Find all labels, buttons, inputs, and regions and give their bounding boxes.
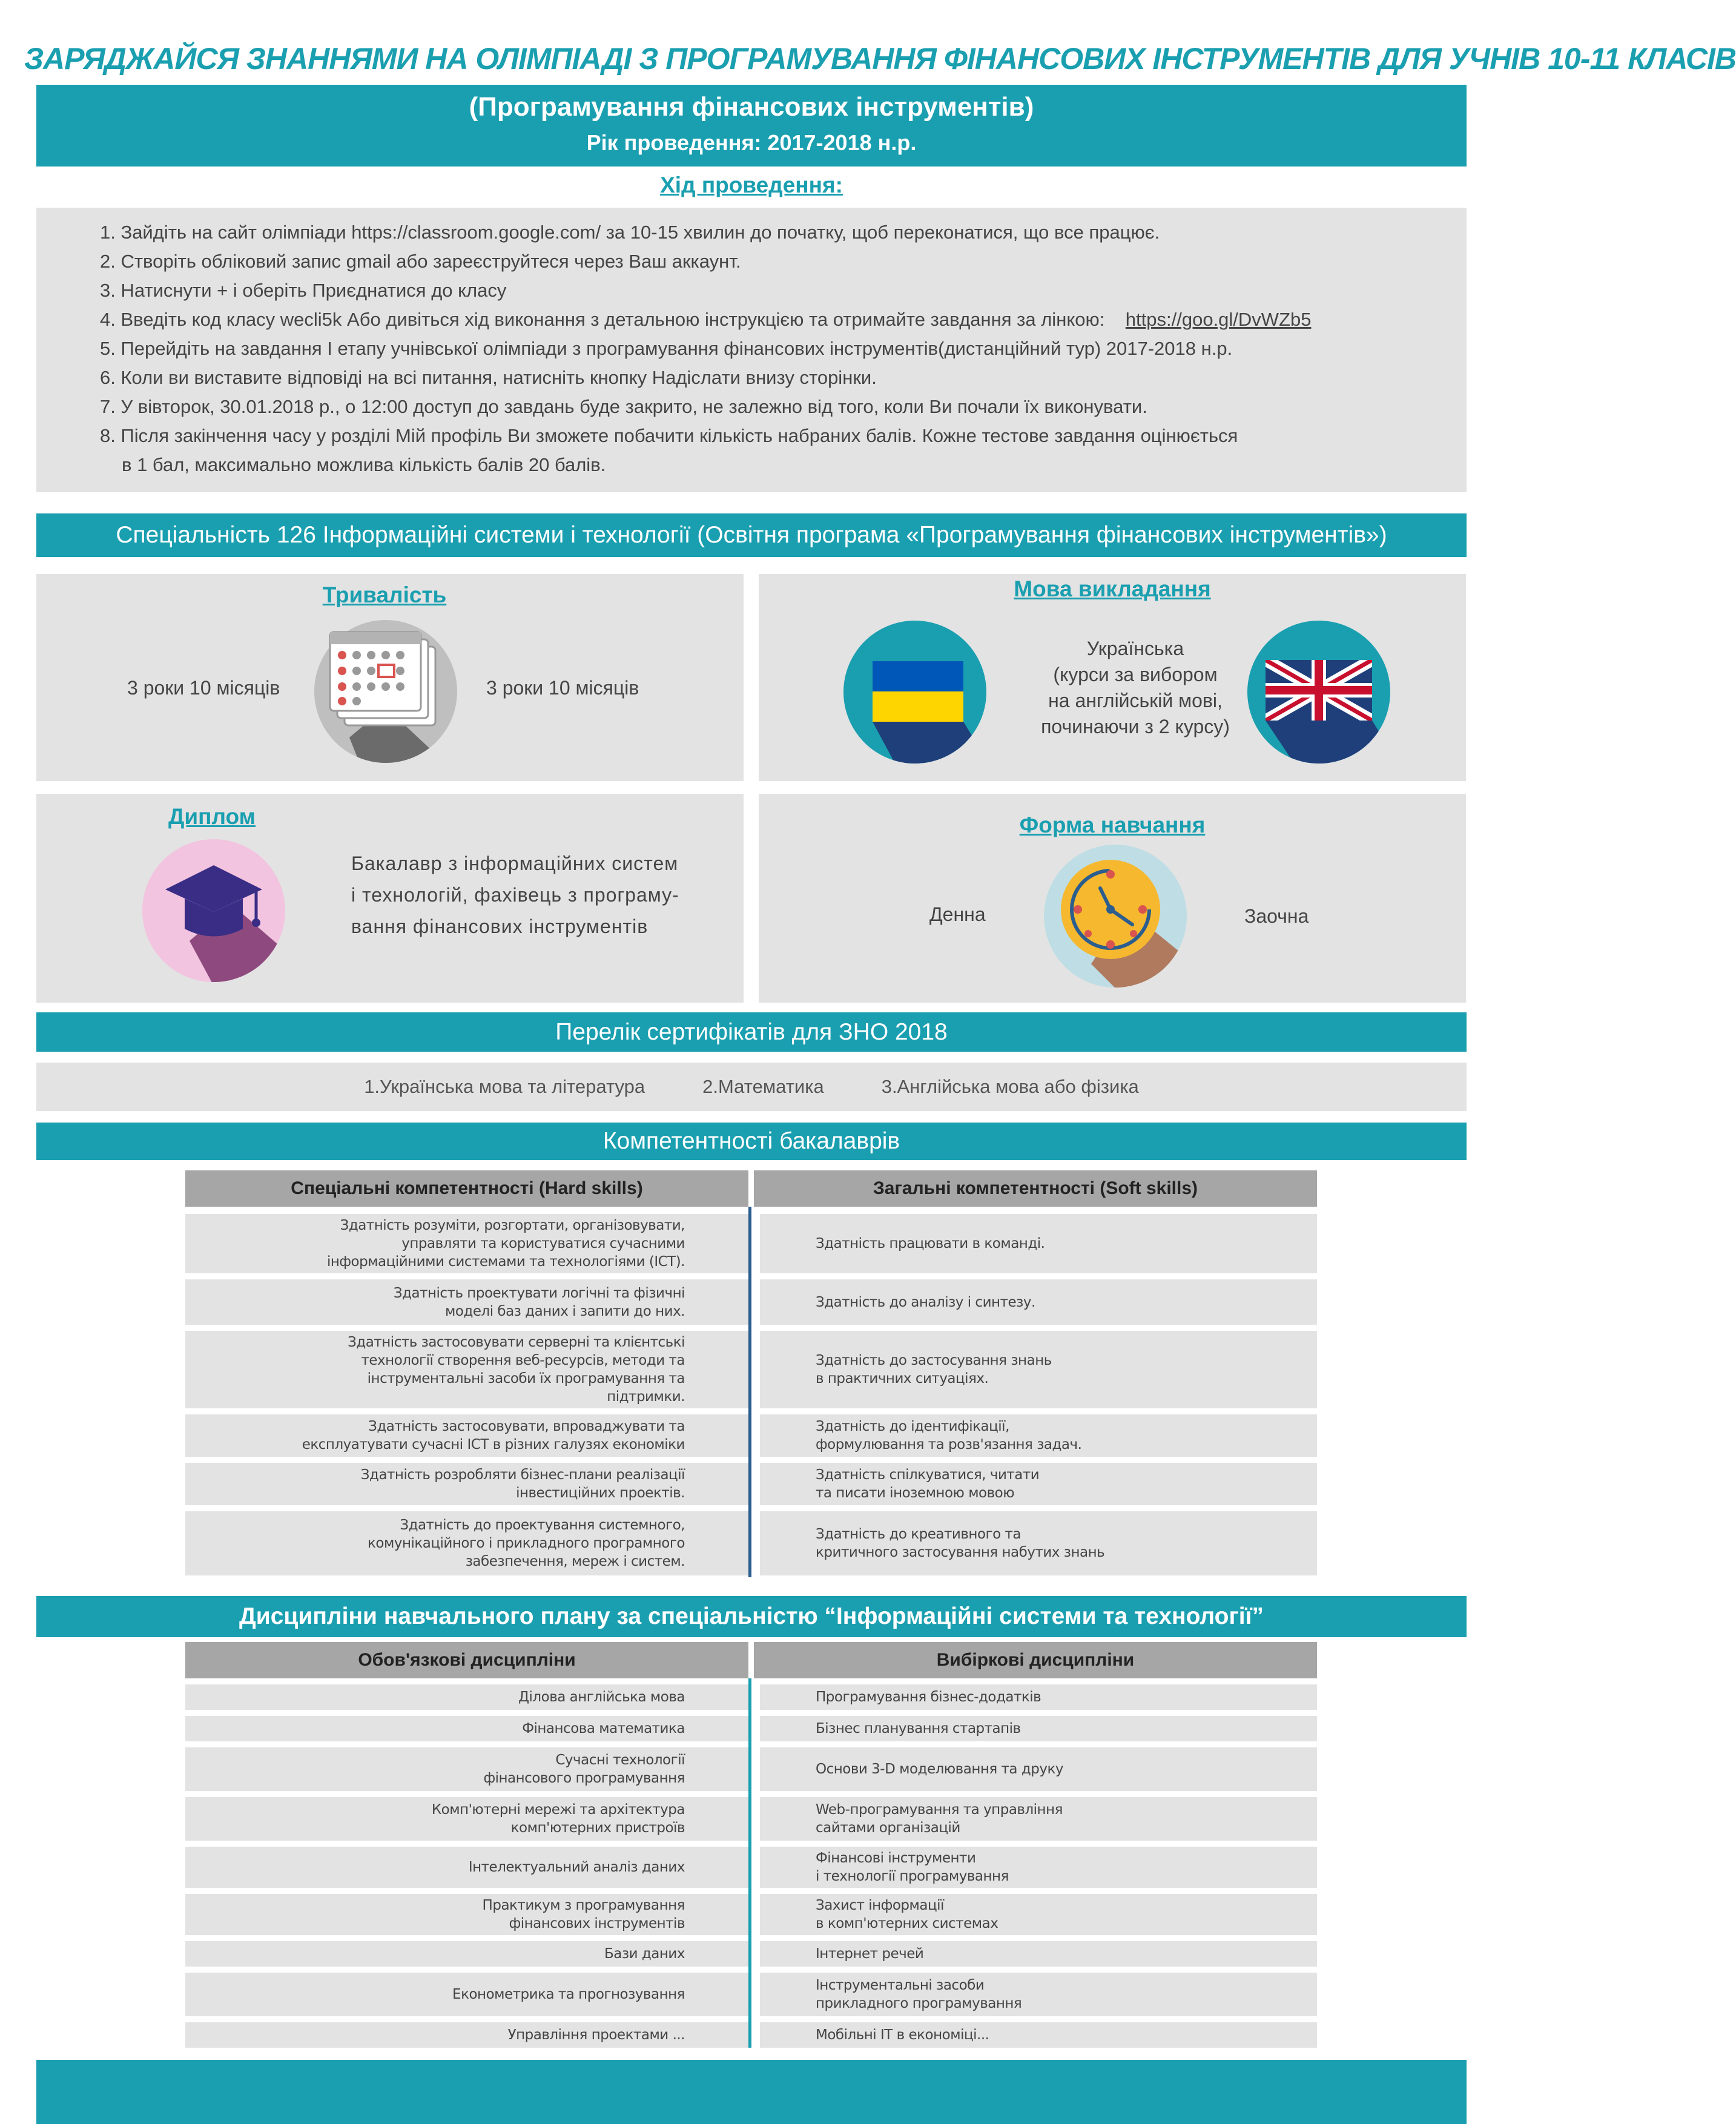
step-item: 5. Перейдіть на завдання І етапу учнівської олімпіади з програмування фінансових інструментів(дистанційний тур) 2017-2018 н.р. [100, 338, 1233, 359]
table-cell-line: інструментальні засоби їх програмування та [367, 1371, 685, 1387]
table-row [185, 1847, 748, 1888]
table-cell-line: управляти та користуватися сучасними [401, 1236, 685, 1252]
uk-flag-icon [1246, 619, 1391, 765]
table-cell-line: Інтелектуальний аналіз даних [468, 1859, 685, 1875]
table-row [185, 1716, 748, 1741]
step-link[interactable]: https://goo.gl/DvWZb5 [1125, 309, 1312, 330]
table-row [185, 1797, 748, 1841]
table-cell-line: комунікаційного і прикладного програмного [368, 1535, 685, 1551]
table-cell-line: в комп'ютерних системах [816, 1916, 998, 1931]
disciplines-band-text: Дисципліни навчального плану за спеціальністю “Інформаційні системи та технології” [239, 1603, 1264, 1629]
zno-band [36, 1012, 1467, 1052]
table-cell-line: формулювання та розв'язання задач. [816, 1437, 1082, 1453]
steps-list [100, 218, 1450, 480]
table-cell-line: Бази даних [604, 1946, 685, 1962]
zno-item: 3.Англійська мова або фізика [881, 1076, 1139, 1097]
table-row [185, 1214, 748, 1273]
language-title: Мова викладання [1014, 576, 1211, 601]
table-cell-line: інформаційними системами та технологіями (ІСТ). [326, 1254, 685, 1270]
table-row [760, 1847, 1317, 1888]
table-cell-line: технології створення веб-ресурсів, методи та [361, 1353, 685, 1368]
table-cell-line: Здатність працювати в команді. [816, 1236, 1045, 1252]
table-cell-line: та писати іноземною мовою [816, 1485, 1015, 1501]
header-subtitle: (Програмування фінансових інструментів) [469, 92, 1034, 122]
zno-item: 1.Українська мова та література [364, 1076, 645, 1097]
table-row [185, 1894, 748, 1935]
table-row [185, 1684, 748, 1710]
step-item: 6. Коли ви виставите відповіді на всі питання, натисніть кнопку Надіслати внизу сторінки. [100, 367, 877, 388]
table-cell-line: Здатність застосовувати серверні та клієнтські [348, 1334, 685, 1350]
table-cell-line: і технології програмування [816, 1868, 1009, 1884]
table-cell-line: моделі баз даних і запити до них. [445, 1303, 685, 1319]
table-cell-line: підтримки. [607, 1389, 685, 1405]
duration-right: 3 роки 10 місяців [486, 677, 639, 699]
graduation-cap-icon [141, 838, 286, 983]
competencies-band-text: Компетентності бакалаврів [602, 1128, 900, 1154]
table-row [760, 1747, 1317, 1791]
poster-title: ЗАРЯДЖАЙСЯ ЗНАННЯМИ НА ОЛІМПІАДІ З ПРОГРАМУВАННЯ ФІНАНСОВИХ ІНСТРУМЕНТІВ ДЛЯ УЧНІВ 10-11 КЛАСІВ [24, 42, 1736, 76]
table-cell-line: Мобільні ІТ в економіці... [816, 2027, 989, 2043]
step-item: 4. Введіть код класу wecli5k Або дивіться хід виконання з детальною інструкцією та отримайте завдання за лінкою: https://goo.gl/DvWZb5 [100, 309, 1312, 330]
table-row [185, 1747, 748, 1791]
table-row [185, 1511, 748, 1575]
table-row [760, 1414, 1317, 1457]
table-cell-line: Комп'ютерні мережі та архітектура [431, 1802, 685, 1818]
study-form-right: Заочна [1244, 905, 1309, 927]
table-cell-line: Фінансові інструменти [816, 1850, 976, 1866]
specialty-band-text: Спеціальність 126 Інформаційні системи і технології (Освітня програма «Програмування фінансових інструментів») [116, 522, 1387, 548]
table-cell-line: Практикум з програмування [482, 1898, 685, 1913]
step-item: 1. Зайдіть на сайт олімпіади https://classroom.google.com/ за 10-15 хвилин до початку, щоб переконатися, що все працює. [100, 222, 1160, 243]
table-cell-line: критичного застосування набутих знань [816, 1545, 1105, 1560]
table-row [185, 1973, 748, 2016]
language-description: Українська (курси за вибором на англійській мові, починаючи з 2 курсу) [1041, 638, 1230, 737]
table-row [760, 1973, 1317, 2016]
table-row [760, 1463, 1317, 1505]
step-item: 7. У вівторок, 30.01.2018 р., о 12:00 доступ до завдань буде закрито, не залежно від того, коли Ви почали їх виконувати. [100, 396, 1147, 417]
step-item: 3. Натиснути + і оберіть Приєднатися до класу [100, 280, 507, 301]
table-cell-line: експлуатувати сучасні ІСТ в різних галузях економіки [302, 1437, 685, 1453]
table-row [185, 1941, 748, 1967]
elective-disciplines-header: Вибіркові дисципліни [754, 1642, 1317, 1678]
footer-band [36, 2060, 1467, 2124]
table-row [185, 1463, 748, 1505]
table-cell-line: Захист інформації [816, 1898, 944, 1913]
clock-icon [1043, 843, 1188, 989]
table-row [185, 2022, 748, 2048]
table-cell-line: Управління проектами ... [507, 2027, 685, 2043]
header-year: Рік проведення: 2017-2018 н.р. [586, 130, 917, 155]
table-cell-line: Фінансова математика [522, 1721, 685, 1736]
ukraine-flag-icon [842, 619, 988, 765]
table-cell-line: Програмування бізнес-додатків [816, 1689, 1041, 1705]
table-cell-line: Здатність проектувати логічні та фізичні [393, 1285, 685, 1301]
table-cell-line: Інструментальні засоби [816, 1977, 985, 1993]
table-cell-line: Бізнес планування стартапів [816, 1721, 1021, 1736]
table-row [185, 1279, 748, 1325]
table-cell-line: Здатність до креативного та [816, 1526, 1021, 1542]
step-item: 2. Створіть обліковий запис gmail або зареєструйтеся через Ваш аккаунт. [100, 251, 741, 272]
table-row [760, 1511, 1317, 1575]
soft-skills-header: Загальні компетентності (Soft skills) [754, 1170, 1317, 1207]
table-cell-line: Здатність до ідентифікації, [816, 1419, 1009, 1434]
table-cell-line: забезпечення, мереж і систем. [465, 1554, 685, 1569]
table-cell-line: Сучасні технології [555, 1752, 685, 1768]
zno-band-text: Перелік сертифікатів для ЗНО 2018 [555, 1018, 948, 1045]
step-item: 8. Після закінчення часу у розділі Мій профіль Ви зможете побачити кількість набраних балів. Кожне тестове завдання оцінюється в 1 бал, максимально можлива кількість балів 20 балів. [100, 421, 1450, 480]
table-row [760, 1331, 1317, 1408]
duration-title: Тривалість [322, 582, 447, 607]
table-row [760, 1214, 1317, 1273]
zno-item: 2.Математика [702, 1076, 824, 1097]
table-cell-line: Здатність застосовувати, впроваджувати та [368, 1419, 685, 1434]
table-cell-line: Здатність до застосування знань [816, 1353, 1052, 1368]
table-cell-line: прикладного програмування [816, 1996, 1022, 2011]
table-cell-line: в практичних ситуаціях. [816, 1371, 989, 1387]
diploma-description: Бакалавр з інформаційних систем і технологій, фахівець з програму- вання фінансових інструментів [351, 853, 679, 937]
table-cell-line: Ділова англійська мова [518, 1689, 685, 1705]
disciplines-divider [748, 1678, 751, 2048]
competencies-band [36, 1123, 1467, 1160]
table-row [760, 1941, 1317, 1967]
study-form-left: Денна [929, 903, 986, 925]
table-row [760, 1716, 1317, 1741]
table-cell-line: Здатність розуміти, розгортати, організовувати, [340, 1218, 685, 1233]
table-row [185, 1331, 748, 1408]
table-cell-line: інвестиційних проектів. [516, 1485, 685, 1501]
competencies-divider [748, 1207, 751, 1577]
table-cell-line: Web-програмування та управління [816, 1802, 1063, 1818]
table-row [760, 1684, 1317, 1710]
table-cell-line: Здатність до проектування системного, [400, 1517, 685, 1533]
table-cell-line: фінансових інструментів [509, 1916, 685, 1931]
table-cell-line: Здатність спілкуватися, читати [816, 1467, 1040, 1483]
hard-skills-header: Спеціальні компетентності (Hard skills) [185, 1170, 748, 1207]
table-cell-line: Здатність розробляти бізнес-плани реалізації [360, 1467, 685, 1483]
procedure-title: Хід проведення: [660, 173, 843, 197]
duration-left: 3 роки 10 місяців [127, 677, 280, 699]
table-cell-line: Основи 3-D моделювання та друку [816, 1761, 1063, 1777]
table-cell-line: сайтами організацій [816, 1820, 960, 1836]
study-form-title: Форма навчання [1019, 813, 1206, 837]
table-row [760, 1797, 1317, 1841]
zno-list [36, 1063, 1467, 1111]
table-row [760, 1894, 1317, 1935]
table-cell-line: Економетрика та прогнозування [452, 1987, 685, 2002]
disciplines-band [36, 1596, 1467, 1637]
step-continuation: в 1 бал, максимально можлива кількість балів 20 балів. [122, 454, 606, 475]
table-row [185, 1414, 748, 1457]
required-disciplines-header: Обов'язкові дисципліни [185, 1642, 748, 1678]
calendar-icon [313, 616, 458, 768]
table-cell-line: Інтернет речей [816, 1946, 924, 1962]
diploma-title: Диплом [168, 804, 256, 829]
specialty-band [36, 513, 1467, 557]
table-cell-line: комп'ютерних пристроїв [510, 1820, 685, 1836]
table-row [760, 1279, 1317, 1325]
table-cell-line: Здатність до аналізу і синтезу. [816, 1294, 1035, 1310]
table-row [760, 2022, 1317, 2048]
table-cell-line: фінансового програмування [483, 1770, 685, 1786]
